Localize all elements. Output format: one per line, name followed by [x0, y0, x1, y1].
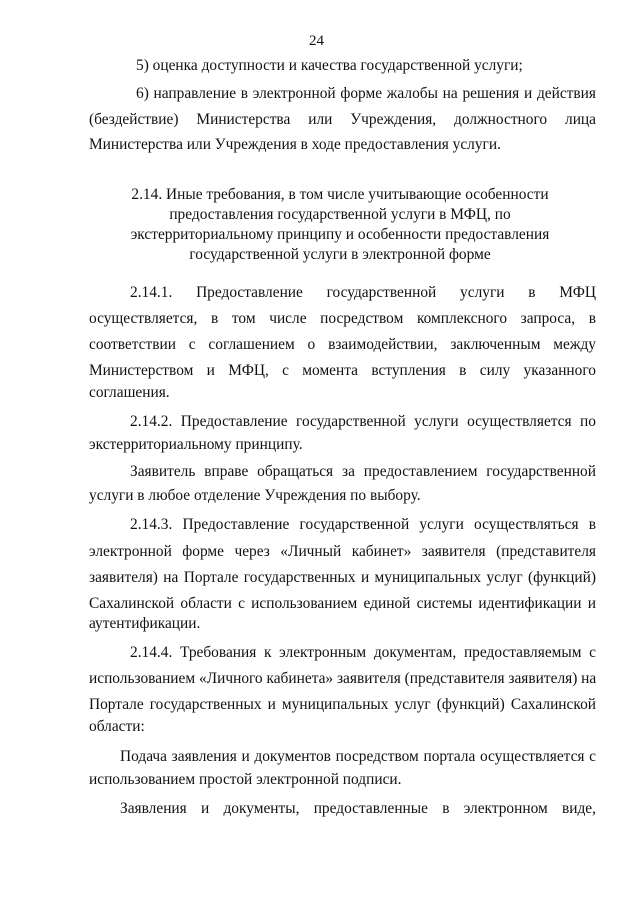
para-2-14-3-line1: 2.14.3. Предоставление государственной услуги осуществляться в: [130, 516, 596, 533]
list-item-5: 5) оценка доступности и качества государственной услуги;: [136, 57, 523, 74]
para-2-14-4-line1: 2.14.4. Требования к электронным документам, предоставляемым с: [130, 644, 596, 661]
para-applicant-line1: Заявитель вправе обращаться за предоставлением государственной: [130, 463, 596, 480]
list-item-6-line1: 6) направление в электронной форме жалобы на решения и действия: [136, 85, 596, 102]
para-2-14-3-line3: заявителя) на Портале государственных и муниципальных услуг (функций): [89, 569, 596, 586]
para-2-14-2-line2: экстерриториальному принципу.: [89, 436, 303, 453]
list-item-6-line2: (бездействие) Министерства или Учреждения, должностного лица: [89, 111, 596, 128]
para-2-14-4-line2: использованием «Личного кабинета» заявителя (представителя заявителя) на: [89, 670, 597, 687]
section-heading-line4: государственной услуги в электронной форме: [189, 246, 491, 263]
para-2-14-3-line5: аутентификации.: [89, 615, 201, 632]
para-2-14-1-line5: соглашения.: [89, 384, 170, 401]
para-applicant-line2: услуги в любое отделение Учреждения по выбору.: [89, 487, 421, 504]
para-2-14-3-line2: электронной форме через «Личный кабинет» заявителя (представителя: [89, 543, 596, 560]
section-heading-line1: 2.14. Иные требования, в том числе учитывающие особенности: [131, 186, 549, 203]
para-2-14-1-line4: Министерством и МФЦ, с момента вступления в силу указанного: [89, 362, 596, 379]
para-portal-line1: Подача заявления и документов посредством портала осуществляется с: [120, 748, 596, 765]
para-2-14-4-line3: Портале государственных и муниципальных услуг (функций) Сахалинской: [89, 696, 596, 713]
para-2-14-4-line4: области:: [89, 718, 145, 735]
para-2-14-1-line2: осуществляется, в том числе посредством комплексного запроса, в: [89, 310, 596, 327]
para-portal-line2: использованием простой электронной подписи.: [89, 771, 402, 788]
para-2-14-1-line3: соответствии с соглашением о взаимодействии, заключенным между: [89, 336, 596, 353]
list-item-6-line3: Министерства или Учреждения в ходе предоставления услуги.: [89, 136, 501, 153]
para-2-14-1-line1: 2.14.1. Предоставление государственной услуги в МФЦ: [130, 284, 596, 301]
section-heading-line2: предоставления государственной услуги в МФЦ, по: [169, 206, 511, 223]
para-documents-line1: Заявления и документы, предоставленные в электронном виде,: [120, 800, 596, 817]
para-2-14-2-line1: 2.14.2. Предоставление государственной услуги осуществляется по: [130, 413, 596, 430]
page-number: 24: [309, 33, 324, 49]
section-heading-line3: экстерриториальному принципу и особенности предоставления: [130, 226, 550, 243]
para-2-14-3-line4: Сахалинской области с использованием единой системы идентификации и: [89, 595, 596, 612]
